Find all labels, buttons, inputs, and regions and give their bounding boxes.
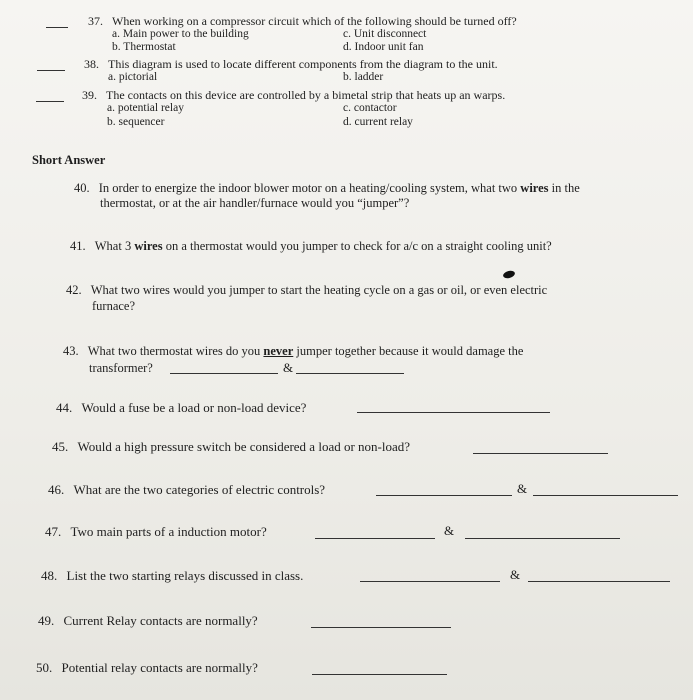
option-39b[interactable]: b. sequencer	[107, 116, 165, 128]
question-37	[88, 14, 517, 28]
question-text: The contacts on this device are controlled by a bimetal strip that heats up an warps.	[106, 88, 506, 102]
question-42: 42. What two wires would you jumper to start the heating cycle on a gas or oil, or even electric	[66, 283, 548, 297]
answer-blank-48b[interactable]	[528, 581, 670, 582]
ampersand: &	[510, 567, 521, 582]
answer-blank-47a[interactable]	[315, 538, 435, 539]
answer-blank-47b[interactable]	[465, 538, 620, 539]
answer-blank-37[interactable]	[46, 27, 68, 28]
ink-mark	[502, 270, 515, 280]
option-37d[interactable]: d. Indoor unit fan	[343, 41, 424, 53]
question-42-line2: furnace?	[92, 299, 136, 313]
question-39	[82, 88, 505, 102]
option-37a[interactable]: a. Main power to the building	[112, 28, 249, 40]
answer-blank-46b[interactable]	[533, 495, 678, 496]
question-40-line2: thermostat, or at the air handler/furnace would you “jumper”?	[100, 196, 410, 210]
answer-blank-45[interactable]	[473, 453, 608, 454]
question-50: 50. Potential relay contacts are normally?	[36, 660, 258, 675]
option-38a[interactable]: a. pictorial	[108, 71, 158, 83]
option-37b[interactable]: b. Thermostat	[112, 41, 176, 53]
question-text: When working on a compressor circuit which of the following should be turned off?	[112, 14, 517, 28]
answer-blank-48a[interactable]	[360, 581, 500, 582]
question-number: 39.	[82, 88, 97, 102]
question-40: 40. In order to energize the indoor blower motor on a heating/cooling system, what two wires in the	[74, 181, 580, 195]
question-number: 37.	[88, 14, 103, 28]
section-heading: Short Answer	[32, 153, 106, 167]
answer-blank-46a[interactable]	[376, 495, 512, 496]
question-41: 41. What 3 wires on a thermostat would you jumper to check for a/c on a straight cooling unit?	[70, 239, 552, 253]
question-47: 47. Two main parts of a induction motor?	[45, 524, 267, 539]
answer-blank-43b[interactable]	[296, 373, 404, 374]
question-43-line2: transformer?	[89, 361, 153, 375]
answer-blank-44[interactable]	[357, 412, 550, 413]
question-44: 44. Would a fuse be a load or non-load device?	[56, 400, 307, 415]
answer-blank-39[interactable]	[36, 101, 64, 102]
question-number: 38.	[84, 57, 99, 71]
ampersand: &	[517, 481, 528, 496]
answer-blank-38[interactable]	[37, 70, 65, 71]
option-39d[interactable]: d. current relay	[343, 116, 413, 128]
answer-blank-43a[interactable]	[170, 373, 278, 374]
answer-blank-49[interactable]	[311, 627, 451, 628]
ampersand: &	[444, 523, 455, 538]
question-38	[84, 57, 498, 71]
option-38b[interactable]: b. ladder	[343, 71, 384, 83]
option-37c[interactable]: c. Unit disconnect	[343, 28, 427, 40]
question-43: 43. What two thermostat wires do you never jumper together because it would damage the	[63, 344, 524, 358]
option-39c[interactable]: c. contactor	[343, 102, 397, 114]
answer-blank-50[interactable]	[312, 674, 447, 675]
question-46: 46. What are the two categories of electric controls?	[48, 482, 326, 497]
question-text: This diagram is used to locate different components from the diagram to the unit.	[108, 57, 498, 71]
option-39a[interactable]: a. potential relay	[107, 102, 184, 114]
question-49: 49. Current Relay contacts are normally?	[38, 613, 258, 628]
question-45: 45. Would a high pressure switch be considered a load or non-load?	[52, 439, 411, 454]
question-48: 48. List the two starting relays discussed in class.	[41, 568, 304, 583]
ampersand: &	[283, 360, 294, 375]
